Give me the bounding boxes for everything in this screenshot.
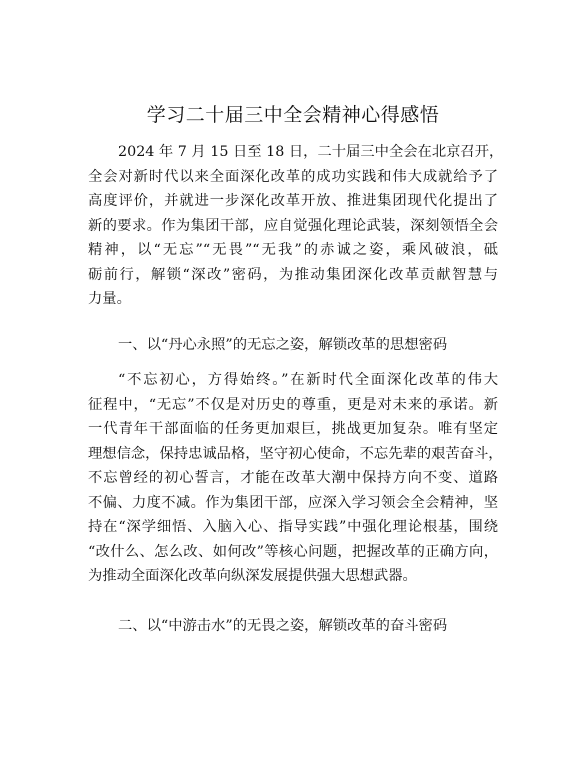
paragraph-line: 为推动全面深化改革向纵深发展提供强大思想武器。 xyxy=(88,568,417,584)
paragraph-line: 高度评价，并就进一步深化改革开放、推进集团现代化提出了 xyxy=(88,193,498,209)
document-title: 学习二十届三中全会精神心得感悟 xyxy=(146,104,440,126)
paragraph-line: “不忘初心，方得始终。”在新时代全面深化改革的伟大 xyxy=(118,372,498,388)
paragraph-line: 力量。 xyxy=(88,291,131,307)
paragraph-line: 理想信念，保持忠诚品格，坚守初心使命，不忘先辈的艰苦奋斗， xyxy=(88,445,503,462)
paragraph-line: 精神，以“无忘”“无畏”“无我”的赤诚之姿，乘风破浪，砥 xyxy=(88,242,498,258)
paragraph-line: 一代青年干部面临的任务更加艰巨，挑战更加复杂。唯有坚定 xyxy=(88,421,498,437)
paragraph-line: 不偏、力度不减。作为集团干部，应深入学习领会全会精神，坚 xyxy=(88,494,498,511)
paragraph-line: 新的要求。作为集团干部，应自觉强化理论武装，深刻领悟全会 xyxy=(88,217,498,234)
section-heading-2: 二、以“中游击水”的无畏之姿，解锁改革的奋斗密码 xyxy=(118,618,448,634)
paragraph-intro xyxy=(88,140,504,312)
paragraph-line: 全会对新时代以来全面深化改革的成功实践和伟大成就给予了 xyxy=(88,168,498,185)
paragraph-line: 持在“深学细悟、入脑入心、指导实践”中强化理论根基，围绕 xyxy=(88,519,498,535)
section-heading-1: 一、以“丹心永照”的无忘之姿，解锁改革的思想密码 xyxy=(118,337,448,353)
paragraph-line: 2024 年 7 月 15 日至 18 日，二十届三中全会在北京召开， xyxy=(118,144,504,160)
paragraph-line: 砺前行，解锁“深改”密码，为推动集团深化改革贡献智慧与 xyxy=(88,266,498,283)
paragraph-line: “改什么、怎么改、如何改”等核心问题，把握改革的正确方向， xyxy=(88,543,498,560)
paragraph-line: 不忘曾经的初心誓言，才能在改革大潮中保持方向不变、道路 xyxy=(88,470,498,486)
paragraph-line: 征程中，“无忘”不仅是对历史的尊重，更是对未来的承诺。新 xyxy=(88,396,498,413)
paragraph-section-1 xyxy=(88,368,503,589)
